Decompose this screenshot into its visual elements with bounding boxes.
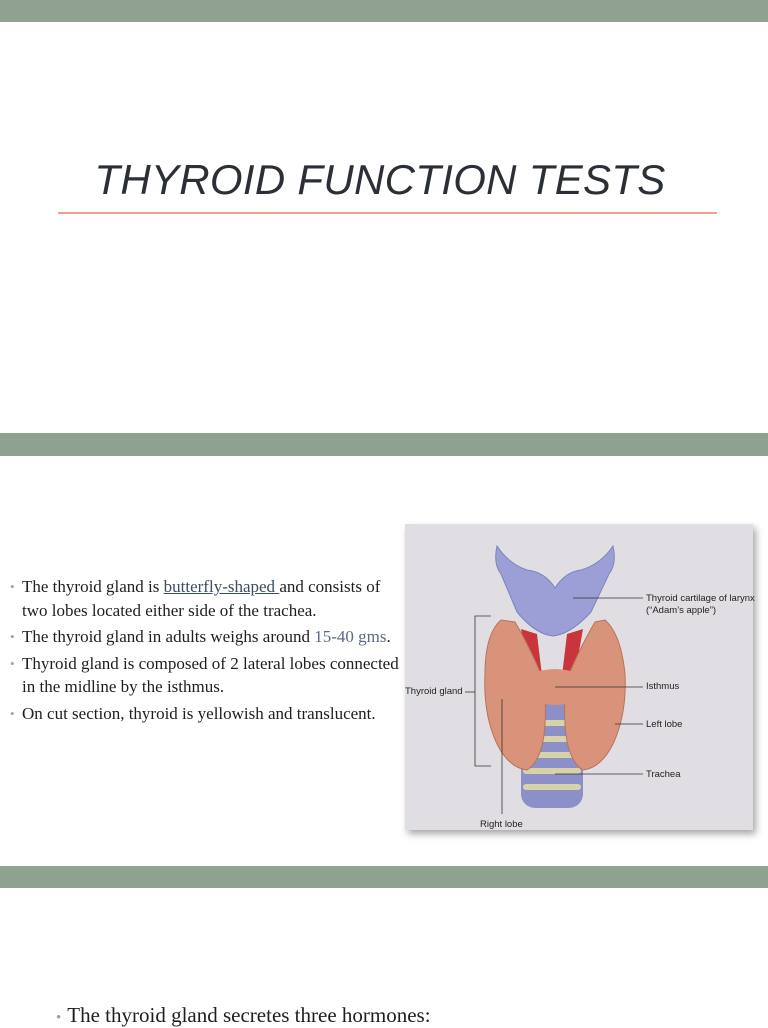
bullet-item: • Thyroid gland is composed of 2 lateral lobes connected in the midline by the isthmus. <box>10 653 399 696</box>
label-left-lobe: Left lobe <box>646 719 683 730</box>
thyroid-anatomy-figure <box>405 524 753 830</box>
bullet-item: • The thyroid gland is butterfly-shaped and consists of two lobes located either side of the trachea. <box>10 577 381 620</box>
hormones-bullet: • The thyroid gland secretes three hormones: <box>56 1003 431 1027</box>
bullet-list <box>10 575 410 728</box>
label-thyroid-gland: Thyroid gland <box>405 686 463 697</box>
slide-separator-2 <box>0 866 768 888</box>
label-thyroid-cartilage: Thyroid cartilage of larynx <box>646 593 755 604</box>
butterfly-shaped-link[interactable]: butterfly-shaped <box>163 577 280 596</box>
label-adams-apple: (“Adam’s apple”) <box>646 605 717 616</box>
bullet-item: • The thyroid gland in adults weighs around 15-40 gms. <box>10 627 391 646</box>
slide-separator-1 <box>0 433 768 456</box>
label-isthmus: Isthmus <box>646 681 680 692</box>
slide-1 <box>0 22 768 433</box>
thyroid-illustration <box>405 524 753 830</box>
label-trachea: Trachea <box>646 769 681 780</box>
bullet-item: • On cut section, thyroid is yellowish and translucent. <box>10 703 376 723</box>
label-right-lobe: Right lobe <box>480 819 523 830</box>
weight-value: 15-40 gms <box>314 627 387 646</box>
slide-separator-top <box>0 0 768 22</box>
slide-title: THYROID FUNCTION TESTS <box>94 156 666 203</box>
title-underline <box>58 212 717 214</box>
